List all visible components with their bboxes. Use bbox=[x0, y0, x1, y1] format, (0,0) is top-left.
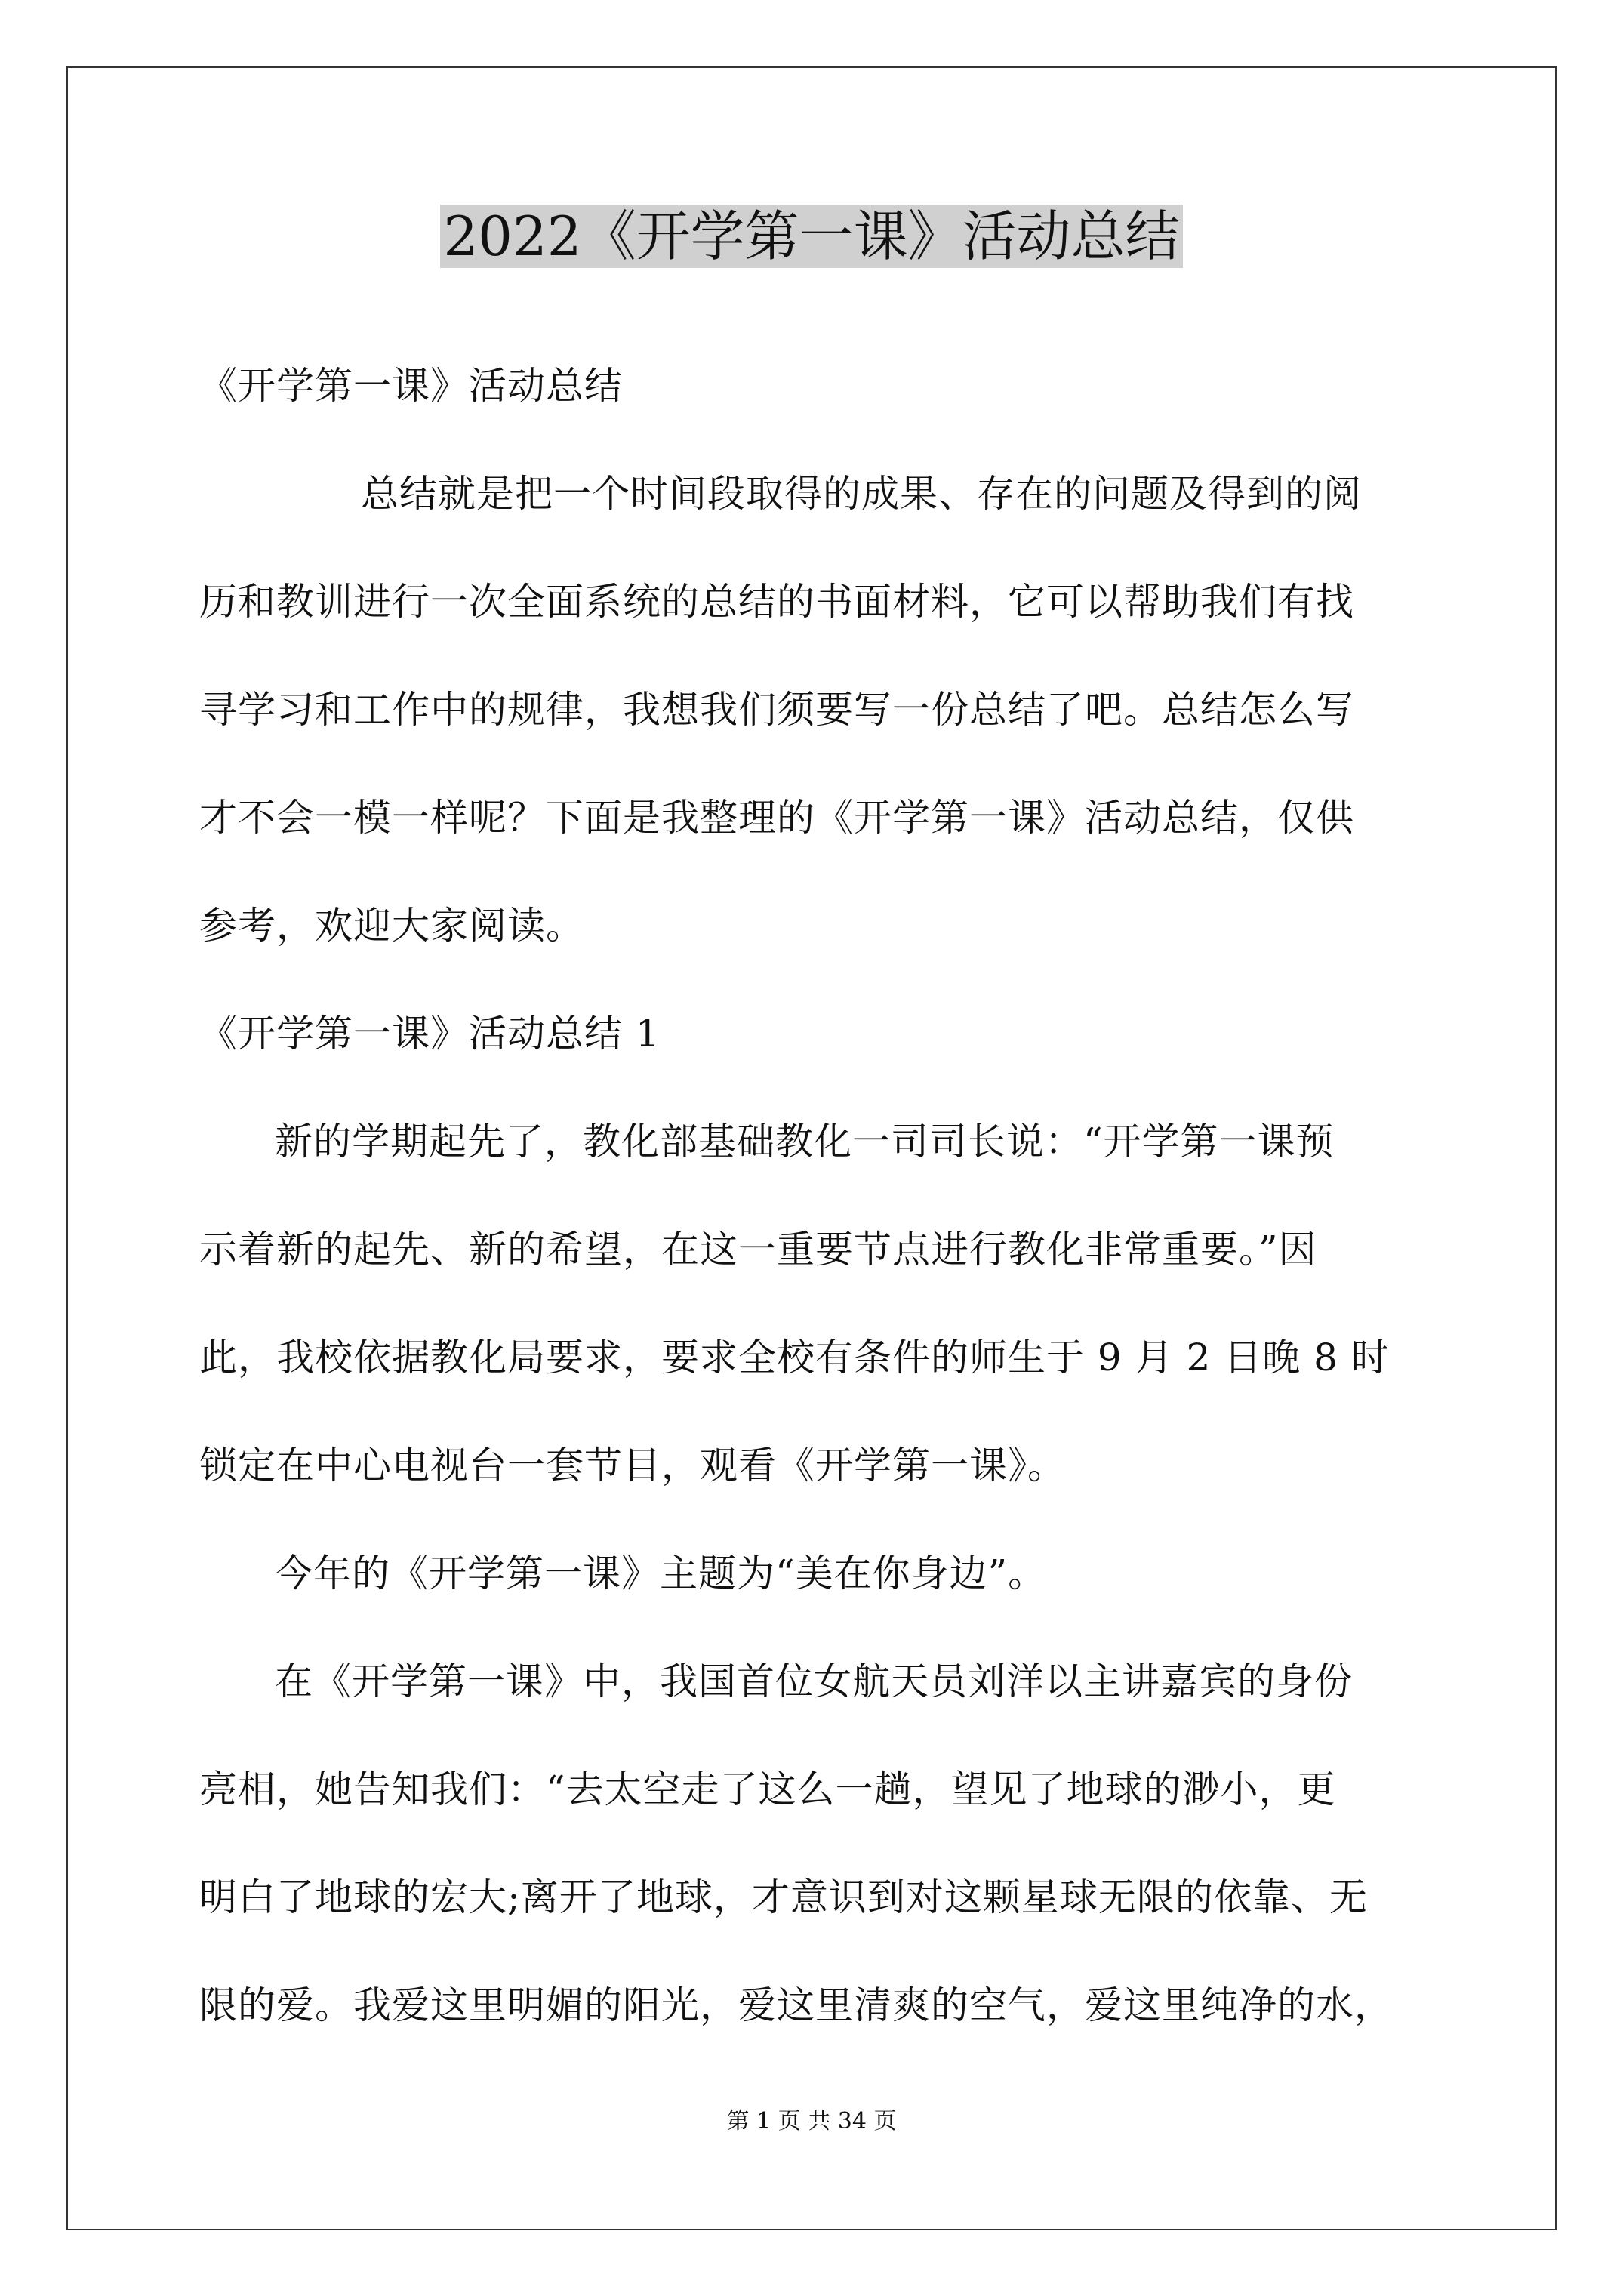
document-title bbox=[0, 195, 1623, 278]
subtitle: 《开学第一课》活动总结 bbox=[199, 364, 623, 408]
paragraph-line: 今年的《开学第一课》主题为“美在你身边”。 bbox=[275, 1552, 1047, 1595]
paragraph-line: 在《开学第一课》中，我国首位女航天员刘洋以主讲嘉宾的身份 bbox=[275, 1660, 1353, 1703]
paragraph-line: 锁定在中心电视台一套节目，观看《开学第一课》。 bbox=[199, 1444, 1066, 1487]
paragraph-line: 明白了地球的宏大;离开了地球，才意识到对这颗星球无限的依靠、无 bbox=[199, 1875, 1368, 1919]
paragraph-line: 限的爱。我爱这里明媚的阳光，爱这里清爽的空气，爱这里纯净的水， bbox=[199, 1983, 1393, 2027]
paragraph-line: 参考，欢迎大家阅读。 bbox=[199, 904, 584, 948]
page-footer: 第 1 页 共 34 页 bbox=[726, 2108, 897, 2134]
paragraph-line: 亮相，她告知我们：“去太空走了这么一趟，望见了地球的渺小，更 bbox=[199, 1767, 1336, 1811]
paragraph-line: 新的学期起先了，教化部基础教化一司司长说：“开学第一课预 bbox=[275, 1120, 1335, 1163]
paragraph-line: 总结就是把一个时间段取得的成果、存在的问题及得到的阅 bbox=[361, 472, 1362, 516]
paragraph-line: 历和教训进行一次全面系统的总结的书面材料，它可以帮助我们有找 bbox=[199, 580, 1354, 624]
document-title-text: 2022《开学第一课》活动总结 bbox=[440, 205, 1182, 268]
paragraph-line: 才不会一模一样呢？下面是我整理的《开学第一课》活动总结，仅供 bbox=[199, 796, 1354, 840]
section-heading: 《开学第一课》活动总结 1 bbox=[199, 1012, 661, 1056]
paragraph-line: 寻学习和工作中的规律，我想我们须要写一份总结了吧。总结怎么写 bbox=[199, 688, 1354, 732]
document-body bbox=[199, 332, 1437, 2060]
paragraph-line: 此，我校依据教化局要求，要求全校有条件的师生于 9 月 2 日晚 8 时 bbox=[199, 1336, 1390, 1379]
paragraph-line: 示着新的起先、新的希望，在这一重要节点进行教化非常重要。”因 bbox=[199, 1228, 1317, 1271]
